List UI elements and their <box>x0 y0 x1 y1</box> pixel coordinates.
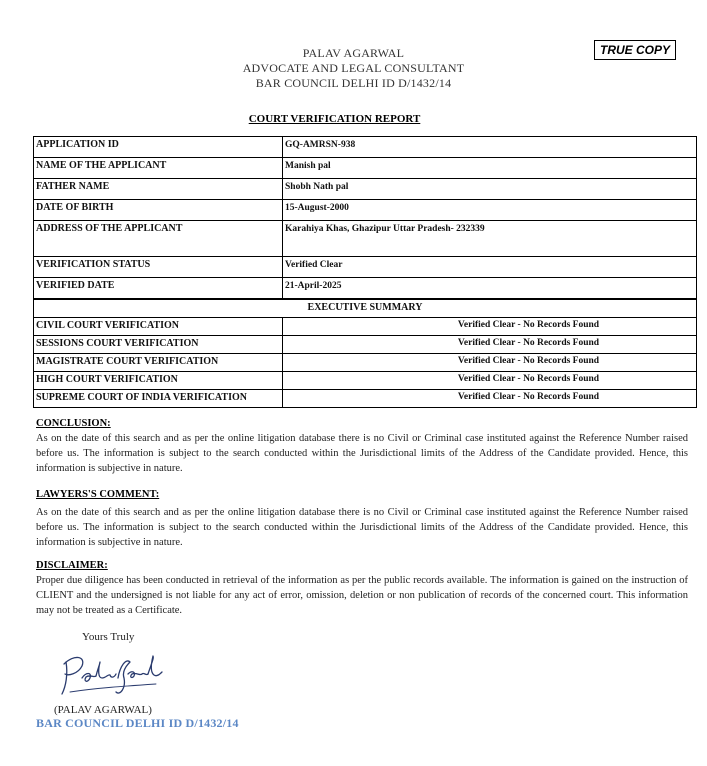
disclaimer-section <box>36 558 688 618</box>
value-application-id: GQ-AMRSN-938 <box>283 137 697 158</box>
court-result: Verified Clear - No Records Found <box>283 354 697 372</box>
advocate-name: PALAV AGARWAL <box>302 46 405 60</box>
lawyers-comment-section <box>36 487 688 550</box>
label-verification-status: VERIFICATION STATUS <box>34 257 283 278</box>
table-row <box>34 354 697 372</box>
signatory-name: (PALAV AGARWAL) <box>54 704 152 716</box>
label-verified-date: VERIFIED DATE <box>34 278 283 299</box>
court-result: Verified Clear - No Records Found <box>283 372 697 390</box>
court-name: SUPREME COURT OF INDIA VERIFICATION <box>34 390 283 408</box>
court-name: MAGISTRATE COURT VERIFICATION <box>34 354 283 372</box>
true-copy-stamp: TRUE COPY <box>594 40 676 60</box>
table-row <box>34 318 697 336</box>
court-result: Verified Clear - No Records Found <box>283 318 697 336</box>
lawyers-comment-text: As on the date of this search and as per the online litigation database there is no Civil or Criminal case instituted against the Reference Number raised before us. The information is subject to the search conducted within the Jurisdictional limits of the Address of the Candidate provided. Hence, this information is subjective in nature. <box>36 507 688 548</box>
label-applicant-name: NAME OF THE APPLICANT <box>34 158 283 179</box>
lawyers-comment-heading: LAWYERS'S COMMENT: <box>36 489 160 500</box>
conclusion-section <box>36 416 688 476</box>
table-header-row <box>34 300 697 318</box>
table-row <box>34 336 697 354</box>
value-applicant-name: Manish pal <box>283 158 697 179</box>
bar-council-id: BAR COUNCIL DELHI ID D/1432/14 <box>255 76 452 90</box>
court-result: Verified Clear - No Records Found <box>283 336 697 354</box>
label-address: ADDRESS OF THE APPLICANT <box>34 221 283 257</box>
conclusion-heading: CONCLUSION: <box>36 418 111 429</box>
table-row <box>34 278 697 299</box>
value-address: Karahiya Khas, Ghazipur Uttar Pradesh- 232339 <box>283 221 697 257</box>
signatory-bar-council-id: BAR COUNCIL DELHI ID D/1432/14 <box>36 716 239 730</box>
disclaimer-heading: DISCLAIMER: <box>36 560 108 571</box>
report-title: COURT VERIFICATION REPORT <box>248 113 421 125</box>
value-verified-date: 21-April-2025 <box>283 278 697 299</box>
label-date-of-birth: DATE OF BIRTH <box>34 200 283 221</box>
table-row <box>34 372 697 390</box>
conclusion-text: As on the date of this search and as per the online litigation database there is no Civil or Criminal case instituted against the Reference Number raised before us. The information is subject to the search conducted within the Jurisdictional limits of the Address of the Candidate provided. Hence, this information is subjective in nature. <box>36 433 688 474</box>
yours-truly: Yours Truly <box>82 631 135 643</box>
applicant-details-table <box>33 136 697 299</box>
advocate-title: ADVOCATE AND LEGAL CONSULTANT <box>242 61 465 75</box>
court-result: Verified Clear - No Records Found <box>283 390 697 408</box>
court-name: SESSIONS COURT VERIFICATION <box>34 336 283 354</box>
signature <box>56 648 166 700</box>
label-application-id: APPLICATION ID <box>34 137 283 158</box>
table-row <box>34 137 697 158</box>
value-father-name: Shobh Nath pal <box>283 179 697 200</box>
table-row <box>34 221 697 257</box>
table-row <box>34 158 697 179</box>
table-row <box>34 390 697 408</box>
value-verification-status: Verified Clear <box>283 257 697 278</box>
executive-summary-heading: EXECUTIVE SUMMARY <box>34 300 697 318</box>
table-row <box>34 200 697 221</box>
value-date-of-birth: 15-August-2000 <box>283 200 697 221</box>
court-name: HIGH COURT VERIFICATION <box>34 372 283 390</box>
executive-summary-table <box>33 299 697 408</box>
disclaimer-text: Proper due diligence has been conducted in retrieval of the information as per the public records available. The information is gained on the instruction of CLIENT and the undersigned is not liable for any act of error, omission, deletion or non publication of records of the concerned court. This information may not be treated as a Certificate. <box>36 575 688 616</box>
table-row <box>34 257 697 278</box>
table-row <box>34 179 697 200</box>
court-name: CIVIL COURT VERIFICATION <box>34 318 283 336</box>
label-father-name: FATHER NAME <box>34 179 283 200</box>
